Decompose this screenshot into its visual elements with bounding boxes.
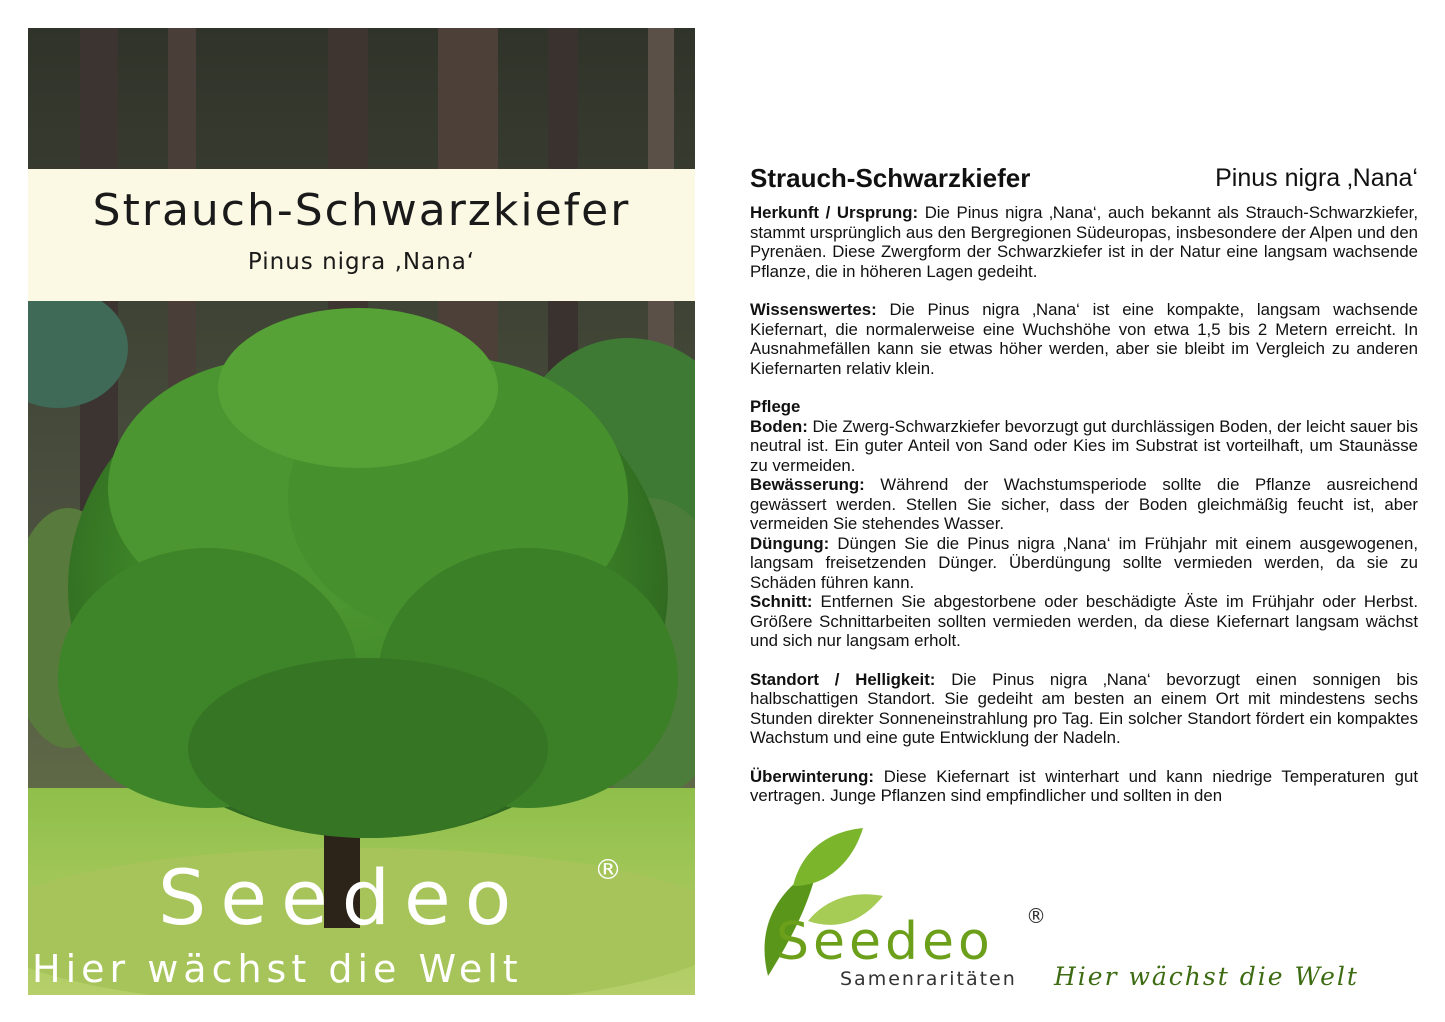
article-heading: Strauch-Schwarzkiefer <box>750 163 1031 193</box>
registered-mark: ® <box>594 853 622 886</box>
seedeo-logo <box>748 826 1428 996</box>
logo-subline: Samenraritäten <box>840 968 1017 990</box>
care-watering <box>750 475 1418 534</box>
section-text: Die Pinus nigra ‚Nana‘ bevorzugt einen sonnigen bis halbschattigen Standort. Sie gedeiht am besten an einem Ort mit mindestens sechs Stunden direkter Sonneneinstrahlung pro Tag. Ein solcher Standort fördert ein kompaktes Wachstum und eine gute Entwicklung der Nadeln. <box>750 669 1418 747</box>
logo-slogan: Hier wächst die Welt <box>1054 962 1359 991</box>
title-band <box>28 169 695 301</box>
care-text: Die Zwerg-Schwarzkiefer bevorzugt gut durchlässigen Boden, der leicht sauer bis neutral ist. Ein guter Anteil von Sand oder Kies im Substrat ist vorteilhaft, um Staunässe zu vermeiden. <box>750 416 1418 475</box>
section-wintering <box>750 767 1418 806</box>
section-text: Die Pinus nigra ‚Nana‘ ist eine kompakte, langsam wachsende Kiefernart, die normalerweise eine Wuchshöhe von etwa 1,5 bis 2 Metern erreicht. In Ausnahmefällen kann sie etwas höher werden, aber sie bleibt im Vergleich zu anderen Kiefernarten relativ klein. <box>750 300 1418 378</box>
logo-wordmark: Seedeo <box>776 912 994 972</box>
section-label: Wissenswertes: <box>750 300 877 319</box>
article-latin-name: Pinus nigra ‚Nana‘ <box>1215 164 1418 192</box>
poster-subtitle: Pinus nigra ‚Nana‘ <box>247 249 476 275</box>
care-text: Während der Wachstumsperiode sollte die Pflanze ausreichend gewässert werden. Stellen Sie sicher, dass der Boden gleichmäßig feucht ist, aber vermeiden Sie stehendes Wasser. <box>750 475 1418 533</box>
section-text: Diese Kiefernart ist winterhart und kann niedrige Temperaturen gut vertragen. Junge Pflanzen sind empfindlicher und sollten in den <box>750 766 1418 805</box>
section-location <box>750 670 1418 748</box>
section-origin <box>750 203 1418 281</box>
care-fertilizing <box>750 534 1418 593</box>
logo-registered-mark: ® <box>1026 904 1046 928</box>
section-label: Herkunft / Ursprung: <box>750 203 919 222</box>
poster-title: Strauch-Schwarzkiefer <box>92 185 631 236</box>
care-pruning <box>750 592 1418 651</box>
care-heading: Pflege <box>750 397 801 416</box>
description-column <box>750 163 1418 806</box>
care-text: Düngen Sie die Pinus nigra ‚Nana‘ im Frühjahr mit einem ausgewogenen, langsam freisetzenden Dünger. Überdüngung sollte vermieden werden, da sie zu Schäden führen kann. <box>750 533 1418 592</box>
section-label: Überwinterung: <box>750 766 874 786</box>
product-photo <box>28 28 695 995</box>
section-text: Die Pinus nigra ‚Nana‘, auch bekannt als Strauch-Schwarzkiefer, stammt ursprünglich aus den Bergregionen Südeuropas, insbesondere der Alpen und den Pyrenäen. Diese Zwergform der Schwarzkiefer ist in der Natur eine langsam wachsende Pflanze, die in höheren Lagen gedeiht. <box>750 203 1418 281</box>
care-label: Schnitt: <box>750 592 813 611</box>
brand-wordmark: Seedeo <box>158 853 526 942</box>
brand-slogan: Hier wächst die Welt <box>32 947 523 991</box>
care-text: Entfernen Sie abgestorbene oder beschädigte Äste im Frühjahr oder Herbst. Größere Schnittarbeiten sollten vermieden werden, da diese Kiefernart langsam wächst und sich nur langsam erholt. <box>750 592 1418 650</box>
care-soil <box>750 417 1418 476</box>
care-label: Bewässerung: <box>750 475 865 494</box>
care-label: Boden: <box>750 416 808 436</box>
care-label: Düngung: <box>750 533 830 553</box>
section-label: Standort / Helligkeit: <box>750 669 936 689</box>
article-header <box>750 163 1418 203</box>
section-facts <box>750 300 1418 378</box>
